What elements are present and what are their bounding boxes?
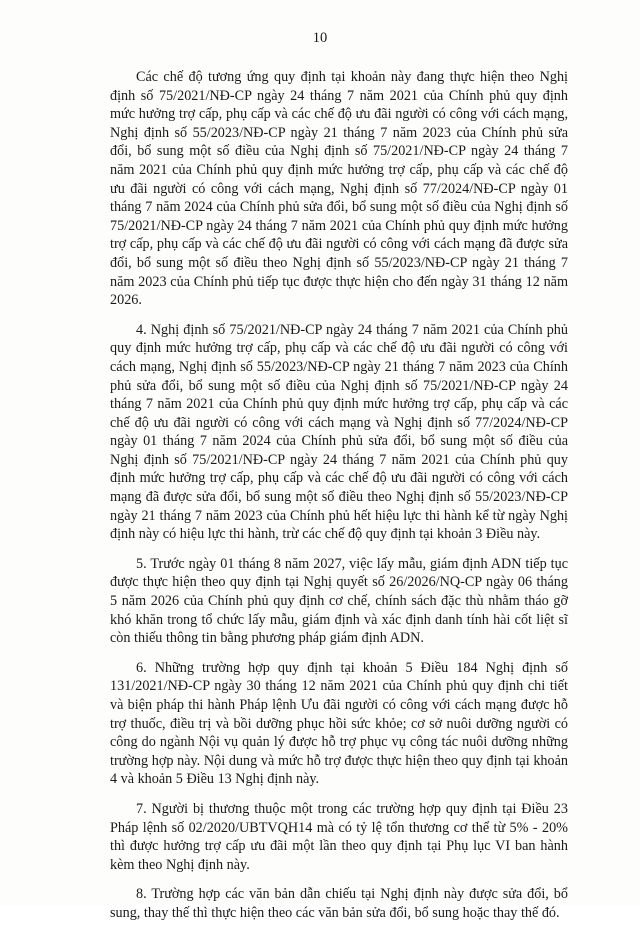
page-number: 10: [312, 30, 328, 46]
paragraph-clause-6: 6. Những trường hợp quy định tại khoản 5 Điều 184 Nghị định số 131/2021/NĐ-CP ngày 30 tháng 12 năm 2021 của Chính phủ quy định chi tiết và biện pháp thi hành Pháp lệnh Ưu đãi người có công với cách mạng được hỗ trợ thuốc, điều trị và bồi dưỡng phục hồi sức khỏe; cơ sở nuôi dưỡng người có công do ngành Nội vụ quản lý được hỗ trợ phục vụ công tác nuôi dưỡng những trường hợp này. Nội dung và mức hỗ trợ được thực hiện theo quy định tại khoản 4 và khoản 5 Điều 13 Nghị định này.: [110, 659, 568, 788]
paragraph-transitional-regimes: Các chế độ tương ứng quy định tại khoản này đang thực hiện theo Nghị định số 75/2021/NĐ-CP ngày 24 tháng 7 năm 2021 của Chính phủ quy định mức hưởng trợ cấp, phụ cấp và các chế độ ưu đãi người có công với cách mạng, Nghị định số 55/2023/NĐ-CP ngày 21 tháng 7 năm 2023 của Chính phủ sửa đổi, bổ sung một số điều của Nghị định số 75/2021/NĐ-CP ngày 24 tháng 7 năm 2021 của Chính phủ quy định mức hưởng trợ cấp, phụ cấp và các chế độ ưu đãi người có công với cách mạng, Nghị định số 77/2024/NĐ-CP ngày 01 tháng 7 năm 2024 của Chính phủ sửa đổi, bổ sung một số điều của Nghị định số 75/2021/NĐ-CP ngày 24 tháng 7 năm 2021 của Chính phủ quy định mức hưởng trợ cấp, phụ cấp và các chế độ ưu đãi người có công với cách mạng đã được sửa đổi, bổ sung một số điều theo Nghị định số 55/2023/NĐ-CP ngày 21 tháng 7 năm 2023 của Chính phủ tiếp tục được thực hiện cho đến ngày 31 tháng 12 năm 2026.: [110, 69, 568, 309]
paragraph-clause-4: 4. Nghị định số 75/2021/NĐ-CP ngày 24 tháng 7 năm 2021 của Chính phủ quy định mức hưởng trợ cấp, phụ cấp và các chế độ ưu đãi người có công với cách mạng, Nghị định số 55/2023/NĐ-CP ngày 21 tháng 7 năm 2023 của Chính phủ sửa đổi, bổ sung một số điều của Nghị định số 75/2021/NĐ-CP ngày 24 tháng 7 năm 2021 của Chính phủ quy định mức hưởng trợ cấp, phụ cấp và các chế độ ưu đãi người có công với cách mạng và Nghị định số 77/2024/NĐ-CP ngày 01 tháng 7 năm 2024 của Chính phủ sửa đổi, bổ sung một số điều của Nghị định số 75/2021/NĐ-CP ngày 24 tháng 7 năm 2021 của Chính phủ quy định mức hưởng trợ cấp, phụ cấp và các chế độ ưu đãi người có công với cách mạng đã được sửa đổi, bổ sung một số điều theo Nghị định số 55/2023/NĐ-CP ngày 21 tháng 7 năm 2023 của Chính phủ hết hiệu lực thi hành kể từ ngày Nghị định này có hiệu lực thi hành, trừ các chế độ quy định tại khoản 3 Điều này.: [110, 321, 568, 543]
paragraph-clause-7: 7. Người bị thương thuộc một trong các trường hợp quy định tại Điều 23 Pháp lệnh số 02/2020/UBTVQH14 mà có tỷ lệ tổn thương cơ thể từ 5% - 20% thì được hưởng trợ cấp ưu đãi một lần theo quy định tại Phụ lục VI ban hành kèm theo Nghị định này.: [110, 800, 568, 873]
document-body: [110, 68, 568, 934]
paragraph-clause-8: 8. Trường hợp các văn bản dẫn chiếu tại Nghị định này được sửa đổi, bổ sung, thay thế thì thực hiện theo các văn bản sửa đổi, bổ sung hoặc thay thế đó.: [110, 886, 568, 921]
paragraph-clause-5: 5. Trước ngày 01 tháng 8 năm 2027, việc lấy mẫu, giám định ADN tiếp tục được thực hiện theo quy định tại Nghị quyết số 26/2026/NQ-CP ngày 06 tháng 5 năm 2026 của Chính phủ quy định cơ chế, chính sách đặc thù nhằm tháo gỡ khó khăn trong tổ chức lấy mẫu, giám định và xác định danh tính hài cốt liệt sĩ còn thiếu thông tin bằng phương pháp giám định ADN.: [110, 555, 568, 647]
